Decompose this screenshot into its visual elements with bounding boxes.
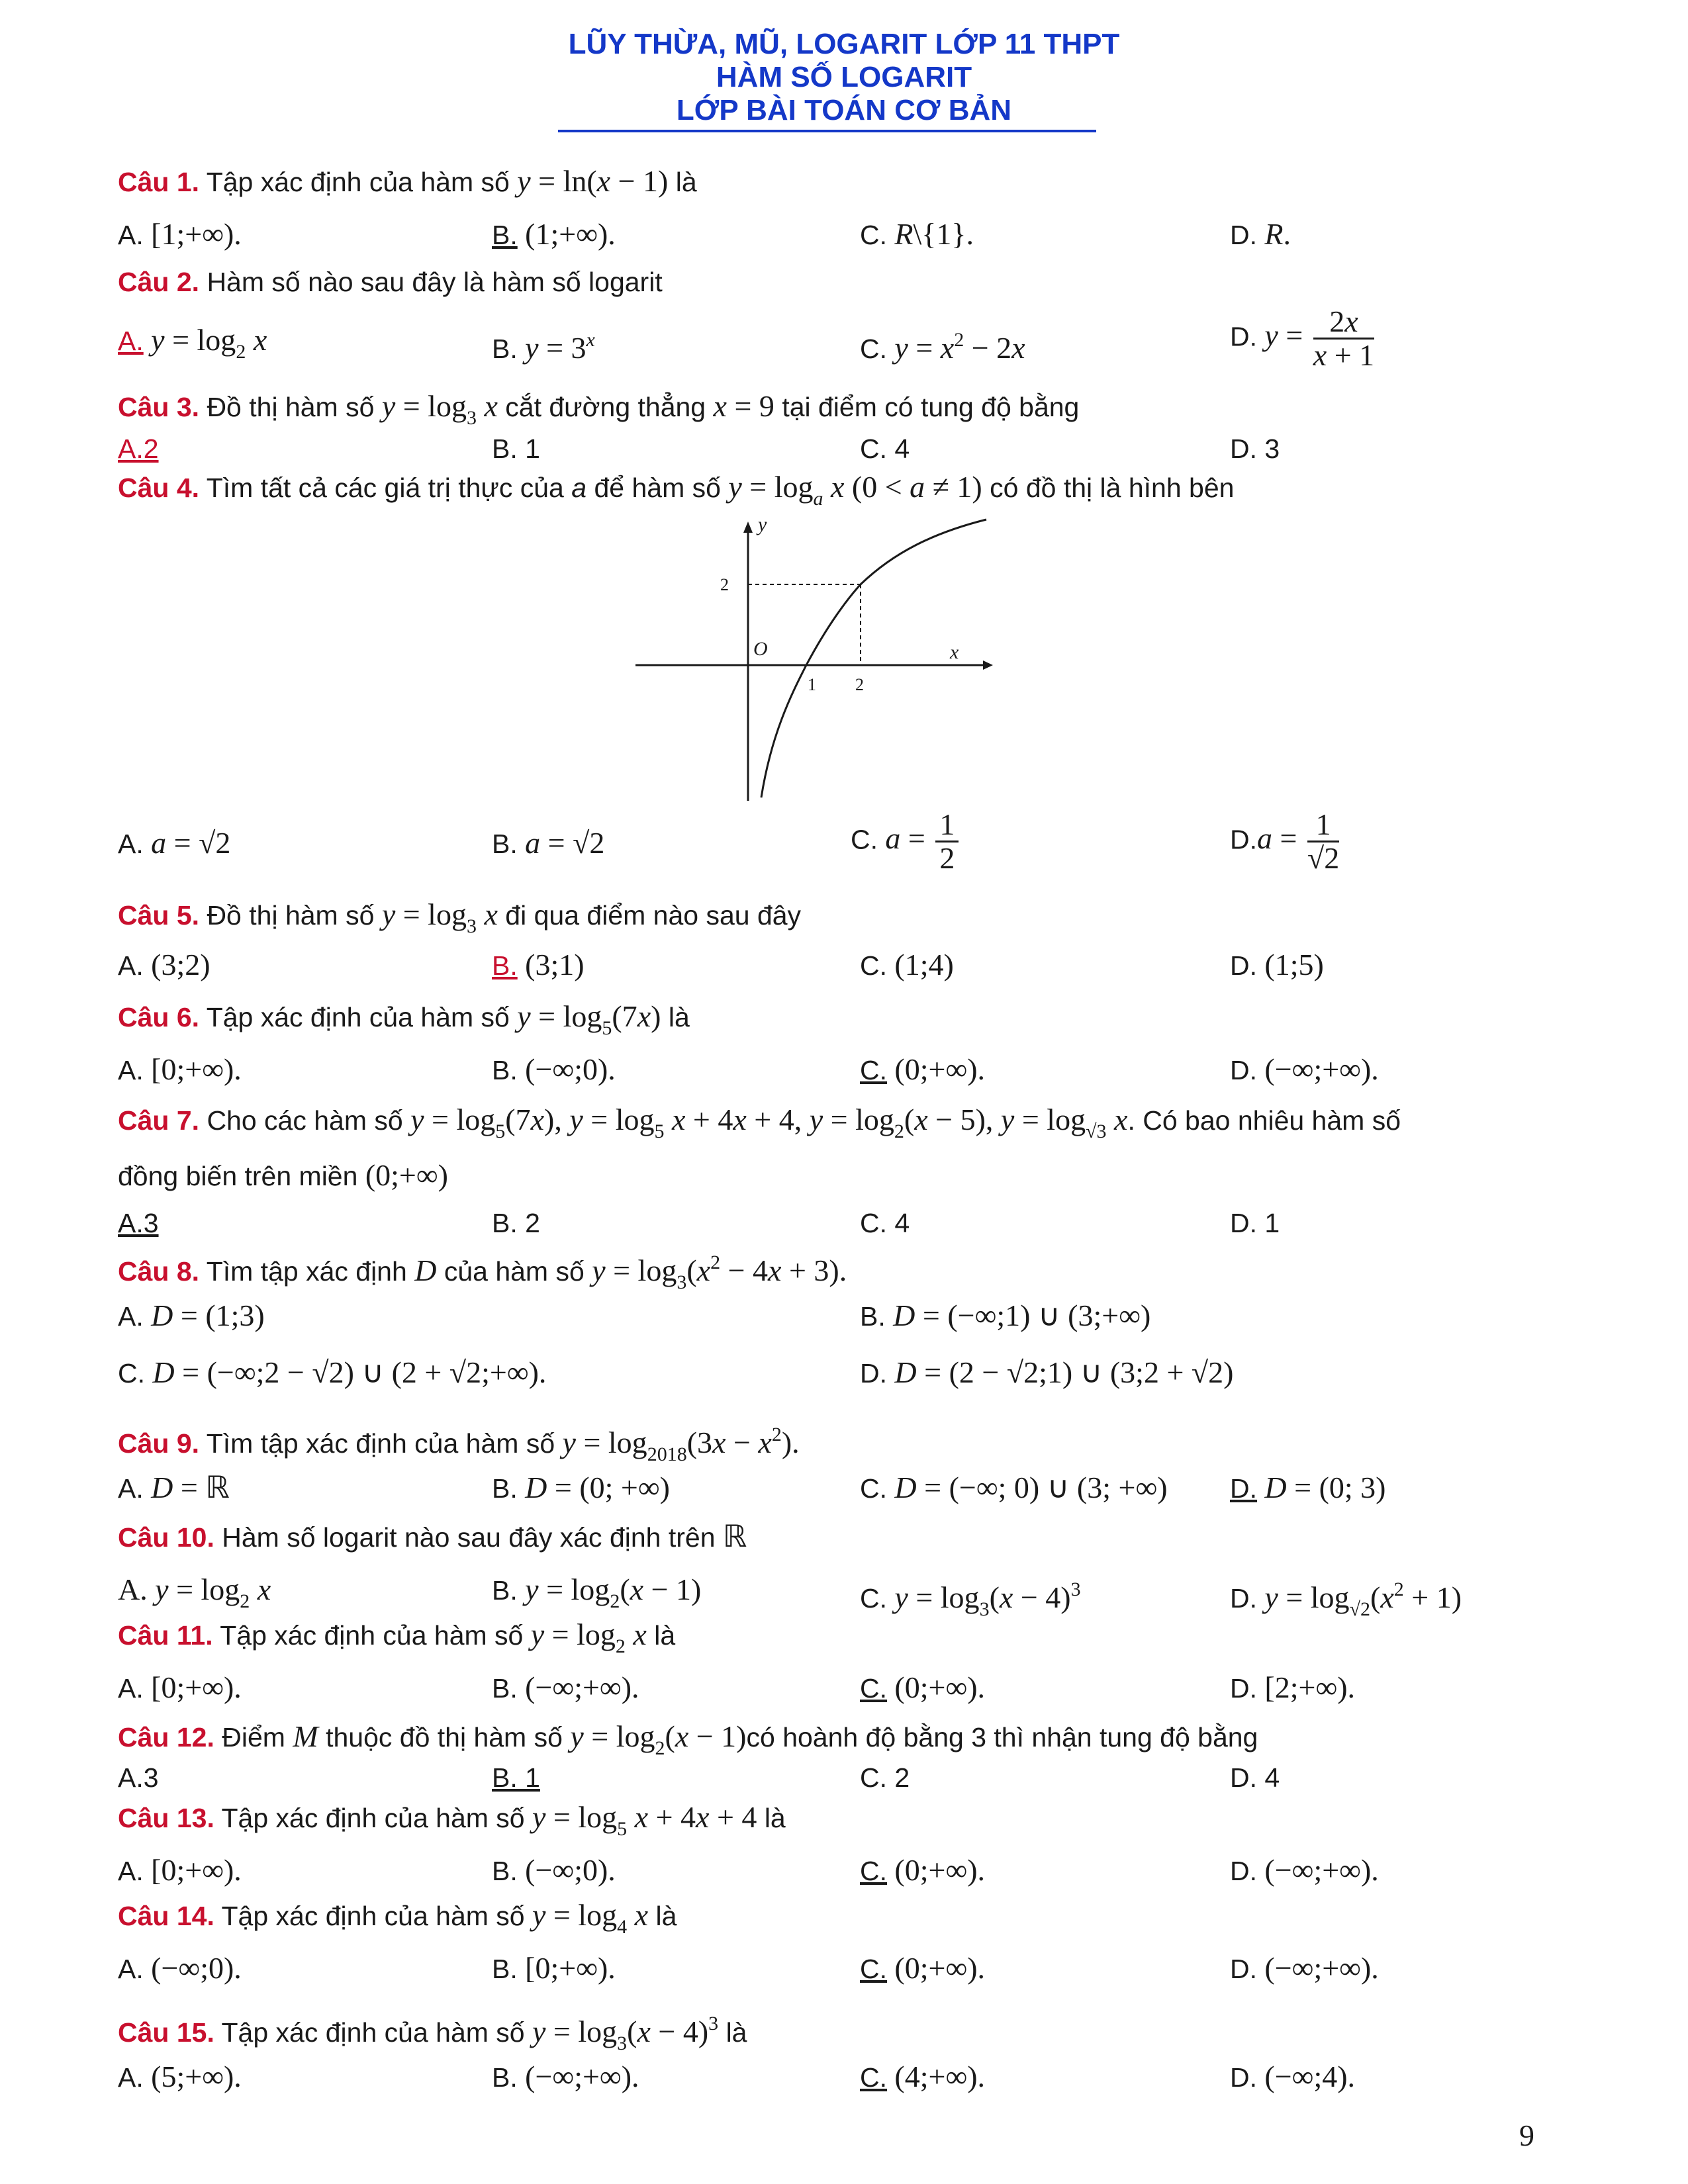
title-line-1: LŨY THỪA, MŨ, LOGARIT LỚP 11 THPT [568, 28, 1120, 60]
q14-option-c[interactable]: C. (0;+∞). [860, 1951, 986, 1985]
title-line-3: LỚP BÀI TOÁN CƠ BẢN [676, 94, 1012, 126]
question-14: Câu 14. Tập xác định của hàm số $y = \log_4 x$ là [118, 1898, 677, 1938]
q8-option-d[interactable]: D. D = (2 − √2;1) ∪ (3;2 + √2) [860, 1355, 1234, 1389]
q9-option-a[interactable]: A. D = ℝ [118, 1471, 230, 1504]
q2-option-c[interactable]: C. $y = x^2 - 2x$ [860, 329, 1025, 365]
q15-option-b[interactable]: B. (−∞;+∞). [492, 2060, 639, 2093]
q3-option-c[interactable]: C. 4 [860, 433, 910, 464]
title-underline [558, 130, 1096, 132]
q2-option-b[interactable]: B. $y = 3^x$ [492, 329, 595, 365]
tick-x-2: 2 [855, 675, 864, 694]
q6-option-d[interactable]: D. (−∞;+∞). [1230, 1052, 1379, 1086]
q5-option-d[interactable]: D. (1;5) [1230, 948, 1324, 981]
question-15: Câu 15. Tập xác định của hàm số $y = \log_3(x - 4)^3$ là [118, 2013, 747, 2054]
q3-option-d[interactable]: D. 3 [1230, 433, 1280, 464]
tick-y-2: 2 [720, 575, 729, 594]
q15-option-d[interactable]: D. (−∞;4). [1230, 2060, 1356, 2093]
question-13: Câu 13. Tập xác định của hàm số $y = \log_5 x + 4x + 4$ là [118, 1800, 786, 1840]
log-graph [629, 516, 1000, 807]
q4-option-b[interactable]: B. a = √2 [492, 826, 605, 860]
q4-option-d[interactable]: D.a = $\frac{1}{√2}$ [1230, 807, 1340, 876]
y-axis-arrow [743, 522, 753, 533]
q13-option-b[interactable]: B. (−∞;0). [492, 1853, 616, 1887]
q5-option-b[interactable]: B. (3;1) [492, 948, 585, 981]
q11-option-b[interactable]: B. (−∞;+∞). [492, 1670, 639, 1704]
q3-option-a[interactable]: A.2 [118, 433, 159, 464]
q1-option-a[interactable]: A. [1;+∞). [118, 217, 242, 251]
q15-option-c[interactable]: C. (4;+∞). [860, 2060, 986, 2093]
page-number: 9 [1519, 2118, 1534, 2152]
q1-option-d[interactable]: D. R. [1230, 217, 1291, 251]
q8-option-c[interactable]: C. D = (−∞;2 − √2) ∪ (2 + √2;+∞). [118, 1355, 547, 1389]
q14-option-a[interactable]: A. (−∞;0). [118, 1951, 242, 1985]
q12-option-b[interactable]: B. 1 [492, 1762, 540, 1793]
question-7: Câu 7. Cho các hàm số $y = \log_5(7x)$, $y = \log_5 x + 4x + 4$, $y = \log_2(x - 5)$, $y = \log_{√3} x$. Có bao nhiêu hàm số [118, 1103, 1401, 1142]
q9-option-c[interactable]: C. D = (−∞; 0) ∪ (3; +∞) [860, 1471, 1168, 1504]
q4-option-a[interactable]: A. a = √2 [118, 826, 231, 860]
q10-option-c[interactable]: C. $y = \log_3(x - 4)^3$ [860, 1578, 1081, 1620]
q8-option-a[interactable]: A. D = (1;3) [118, 1298, 265, 1332]
q9-option-d[interactable]: D. D = (0; 3) [1230, 1471, 1386, 1504]
q6-option-a[interactable]: A. [0;+∞). [118, 1052, 242, 1086]
x-axis-arrow [983, 660, 993, 670]
q11-option-d[interactable]: D. [2;+∞). [1230, 1670, 1356, 1704]
origin-label: O [753, 638, 768, 660]
question-8: Câu 8. Tìm tập xác định D của hàm số $y = \log_3(x^2 - 4x + 3)$. [118, 1251, 847, 1293]
q2-option-a[interactable]: A. $y = \log_2 x$ [118, 323, 267, 363]
question-6: Câu 6. Tập xác định của hàm số $y = \log_5(7x)$ là [118, 999, 690, 1039]
q7-option-b[interactable]: B. 2 [492, 1208, 540, 1238]
tick-x-1: 1 [808, 675, 816, 694]
q12-option-d[interactable]: D. 4 [1230, 1762, 1280, 1793]
q1-option-c[interactable]: C. R\{1}. [860, 217, 974, 251]
question-1: Câu 1. Tập xác định của hàm số y = ln(x − 1) là [118, 164, 697, 198]
q12-option-c[interactable]: C. 2 [860, 1762, 910, 1793]
x-axis-label: x [950, 641, 959, 663]
q12-option-a[interactable]: A.3 [118, 1762, 159, 1793]
q15-option-a[interactable]: A. (5;+∞). [118, 2060, 242, 2093]
question-12: Câu 12. Điểm M thuộc đồ thị hàm số $y = \log_2(x$ − 1)có hoành độ bằng 3 thì nhận tung độ bằng [118, 1719, 1258, 1759]
question-4: Câu 4. Tìm tất cả các giá trị thực của a để hàm số $y = \log_a x$ (0 < a ≠ 1) có đồ thị là hình bên [118, 470, 1235, 510]
q8-option-b[interactable]: B. D = (−∞;1) ∪ (3;+∞) [860, 1298, 1151, 1332]
question-11: Câu 11. Tập xác định của hàm số $y = \log_2 x$ là [118, 1617, 676, 1657]
q6-option-b[interactable]: B. (−∞;0). [492, 1052, 616, 1086]
q6-option-c[interactable]: C. (0;+∞). [860, 1052, 986, 1086]
q10-option-b[interactable]: B. $y = \log_2(x - 1)$ [492, 1572, 702, 1612]
q7-option-a[interactable]: A.3 [118, 1208, 159, 1238]
q2-option-d[interactable]: D. y = $\frac{2x}{x + 1}$ [1230, 304, 1375, 373]
q10-option-d[interactable]: D. $y = \log_{√2}(x^2 + 1)$ [1230, 1578, 1462, 1620]
question-5: Câu 5. Đồ thị hàm số $y = \log_3 x$ đi qua điểm nào sau đây [118, 897, 802, 937]
q9-option-b[interactable]: B. D = (0; +∞) [492, 1471, 670, 1504]
y-axis-label: y [758, 516, 767, 535]
q7-option-d[interactable]: D. 1 [1230, 1208, 1280, 1238]
q4-option-c[interactable]: C. a = $\frac{1}{2}$ [851, 809, 961, 875]
question-10: Câu 10. Hàm số logarit nào sau đây xác định trên ℝ [118, 1520, 747, 1553]
question-9: Câu 9. Tìm tập xác định của hàm số $y = \log_{2018}(3x - x^2)$. [118, 1424, 800, 1465]
q11-option-c[interactable]: C. (0;+∞). [860, 1670, 986, 1704]
q14-option-d[interactable]: D. (−∞;+∞). [1230, 1951, 1379, 1985]
q7-option-c[interactable]: C. 4 [860, 1208, 910, 1238]
title-line-2: HÀM SỐ LOGARIT [716, 61, 972, 93]
q13-option-a[interactable]: A. [0;+∞). [118, 1853, 242, 1887]
q1-option-b[interactable]: B. (1;+∞). [492, 217, 616, 251]
question-7-line-2: đồng biến trên miền (0;+∞) [118, 1158, 448, 1192]
question-2: Câu 2. Hàm số nào sau đây là hàm số logarit [118, 267, 663, 297]
q5-option-c[interactable]: C. (1;4) [860, 948, 954, 981]
q10-option-a[interactable]: A. $y = \log_2 x$ [118, 1572, 271, 1612]
q5-option-a[interactable]: A. (3;2) [118, 948, 211, 981]
question-3: Câu 3. Đồ thị hàm số $y = \log_3 x$ cắt đường thẳng x = 9 tại điểm có tung độ bằng [118, 389, 1080, 429]
q13-option-c[interactable]: C. (0;+∞). [860, 1853, 986, 1887]
q3-option-b[interactable]: B. 1 [492, 433, 540, 464]
q14-option-b[interactable]: B. [0;+∞). [492, 1951, 616, 1985]
q13-option-d[interactable]: D. (−∞;+∞). [1230, 1853, 1379, 1887]
q11-option-a[interactable]: A. [0;+∞). [118, 1670, 242, 1704]
